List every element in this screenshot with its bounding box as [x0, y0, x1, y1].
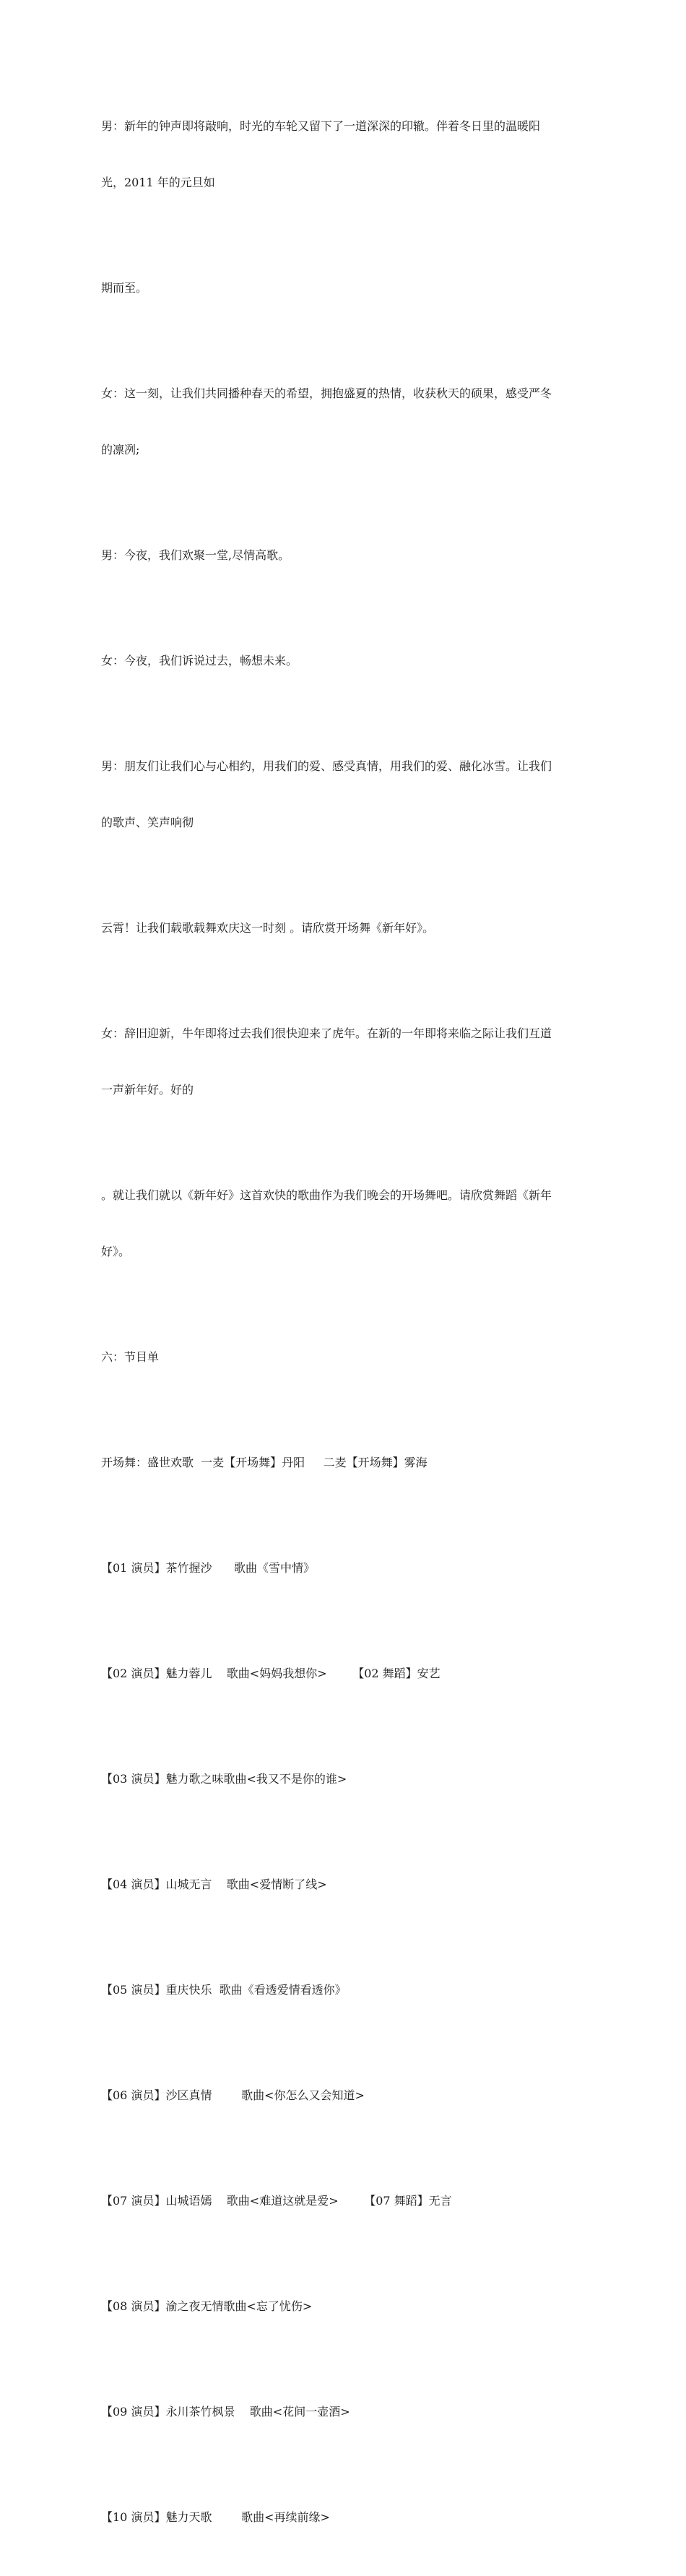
program-item-02 — [101, 1627, 586, 1721]
paragraph-continuation — [101, 241, 586, 335]
paragraph-dance-invite — [101, 1149, 586, 1299]
paragraph-female-tonight — [101, 614, 586, 708]
text-line: 六：节目单 — [101, 1350, 160, 1364]
text-line: 【04 演员】山城无言 歌曲<爱情断了线> — [101, 1877, 327, 1891]
document-body — [101, 79, 586, 2576]
program-item-10 — [101, 2471, 586, 2564]
text-line: 【10 演员】魅力天歌 歌曲<再续前缘> — [101, 2510, 330, 2524]
program-item-01 — [101, 1521, 586, 1615]
text-line: 【03 演员】魅力歌之味歌曲<我又不是你的谁> — [101, 1772, 347, 1786]
text-line: 【07 演员】山城语嫣 歌曲<难道这就是爱> 【07 舞蹈】无言 — [101, 2194, 452, 2208]
program-item-03 — [101, 1732, 586, 1826]
paragraph-female-moment — [101, 347, 586, 497]
program-item-opening — [101, 1416, 586, 1510]
program-item-09 — [101, 2365, 586, 2459]
text-line: 。就让我们就以《新年好》这首欢快的歌曲作为我们晚会的开场舞吧。请欣赏舞蹈《新年 — [101, 1188, 552, 1202]
text-line: 一声新年好。好的 — [101, 1083, 194, 1097]
text-line: 男：新年的钟声即将敲响，时光的车轮又留下了一道深深的印辙。伴着冬日里的温暖阳 — [101, 119, 541, 133]
text-line: 光，2011 年的元旦如 — [101, 176, 215, 189]
text-line: 女：辞旧迎新，牛年即将过去我们很快迎来了虎年。在新的一年即将来临之际让我们互道 — [101, 1026, 552, 1040]
text-line: 【09 演员】永川茶竹枫景 歌曲<花间一壶酒> — [101, 2405, 350, 2419]
text-line: 【08 演员】渝之夜无情歌曲<忘了忧伤> — [101, 2299, 313, 2313]
text-line: 的凛冽; — [101, 443, 140, 457]
program-item-04 — [101, 1838, 586, 1932]
text-line: 【01 演员】茶竹握沙 歌曲《雪中情》 — [101, 1561, 315, 1575]
text-line: 开场舞：盛世欢歌 一麦【开场舞】丹阳 二麦【开场舞】雾海 — [101, 1456, 427, 1469]
paragraph-male-friends — [101, 719, 586, 870]
text-line: 女：这一刻，让我们共同播种春天的希望，拥抱盛夏的热情，收获秋天的硕果，感受严冬 — [101, 386, 552, 400]
text-line: 男：朋友们让我们心与心相约，用我们的爱、感受真情，用我们的爱、融化冰雪。让我们 — [101, 759, 552, 773]
text-line: 好》。 — [101, 1245, 131, 1258]
section-heading-program — [101, 1310, 586, 1404]
text-line: 的歌声、笑声响彻 — [101, 816, 194, 829]
text-line: 男：今夜，我们欢聚一堂,尽情高歌。 — [101, 548, 290, 562]
paragraph-female-farewell — [101, 987, 586, 1137]
program-item-05 — [101, 1943, 586, 2037]
program-item-07 — [101, 2154, 586, 2248]
paragraph-male-tonight — [101, 509, 586, 602]
paragraph-opening-dance-intro — [101, 881, 586, 975]
paragraph-intro-male — [101, 79, 586, 230]
text-line: 【06 演员】沙区真情 歌曲<你怎么又会知道> — [101, 2088, 365, 2102]
text-line: 【05 演员】重庆快乐 歌曲《看透爱情看透你》 — [101, 1983, 347, 1997]
text-line: 女：今夜，我们诉说过去，畅想未来。 — [101, 654, 298, 667]
text-line: 云霄！让我们载歌载舞欢庆这一时刻 。请欣赏开场舞《新年好》。 — [101, 921, 435, 935]
program-item-08 — [101, 2260, 586, 2354]
text-line: 【02 演员】魅力蓉儿 歌曲<妈妈我想你> 【02 舞蹈】安艺 — [101, 1667, 440, 1680]
program-item-06 — [101, 2049, 586, 2143]
text-line: 期而至。 — [101, 281, 148, 295]
